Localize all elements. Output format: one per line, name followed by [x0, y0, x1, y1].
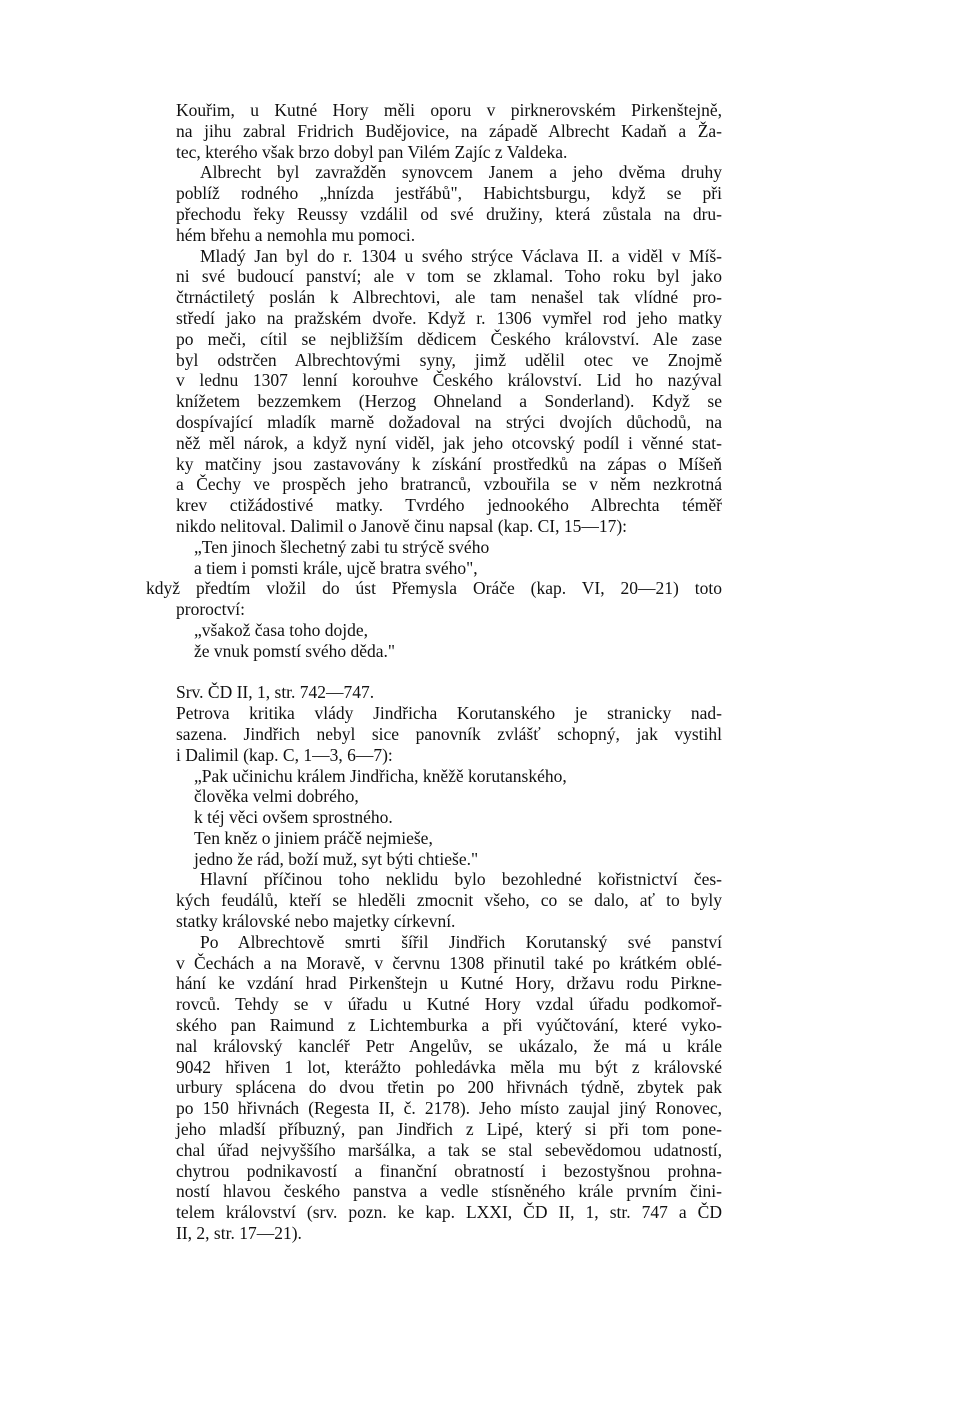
text-line: když předtím vložil do úst Přemysla Oráče (kap. VI, 20—21) toto	[146, 578, 722, 599]
text-line: chytrou podnikavostí a finanční obratností i bezostyšnou prohna-	[176, 1160, 722, 1181]
text-line: i Dalimil (kap. C, 1—3, 6—7):	[176, 744, 393, 765]
text-line: telem království (srv. pozn. ke kap. LXXI, ČD II, 1, str. 747 a ČD	[176, 1202, 722, 1223]
text-line: v lednu 1307 lenní korouhve Českého království. Lid ho nazýval	[176, 370, 722, 391]
text-line: čtrnáctiletý poslán k Albrechtovi, ale tam nenašel tak vlídné pro-	[176, 287, 722, 308]
text-line: sazena. Jindřich nebyl sice panovník zvlášť schopný, jak vystihl	[176, 723, 722, 744]
text-line: poblíž rodného „hnízda jestřábů", Habichtsburgu, když se při	[176, 183, 722, 204]
text-line: Hlavní příčinou toho neklidu bylo bezohledné kořistnictví čes-	[200, 869, 722, 890]
text-line: tec, kterého však brzo dobyl pan Vilém Zajíc z Valdeka.	[176, 141, 568, 162]
text-line: a tiem i pomsti krále, ujcě bratra svého",	[194, 557, 478, 578]
text-line: a Čechy ve prospěch jeho bratranců, vzbouřila se v něm nezkrotná	[176, 474, 722, 495]
text-line: k téj věci ovšem sprostného.	[194, 807, 393, 828]
text-line: Petrova kritika vlády Jindřicha Korutanského je stranicky nad-	[176, 703, 722, 724]
text-line: statky královské nebo majetky církevní.	[176, 911, 456, 932]
text-line: „Ten jinoch šlechetný zabi tu strýcě svého	[194, 536, 490, 557]
text-line: středí jako na pražském dvoře. Když r. 1306 vymřel rod jeho matky	[176, 307, 722, 328]
text-line: knížetem bezzemkem (Herzog Ohneland a Sonderland). Když se	[176, 391, 722, 412]
text-line: hání ke vzdání hrad Pirkenštejn u Kutné Hory, državu rodu Pirkne-	[176, 973, 722, 994]
text-line: hém břehu a nemohla mu pomoci.	[176, 224, 416, 245]
text-line: že vnuk pomstí svého děda."	[194, 640, 396, 661]
text-line: krev ctižádostivé matky. Tvrdého jednookého Albrechta téměř	[176, 495, 722, 516]
text-line: ni své budoucí panství; ale v tom se zklamal. Toho roku byl jako	[176, 266, 722, 287]
text-line: ského pan Raimund z Lichtemburka a při vyúčtování, které vyko-	[176, 1015, 722, 1036]
text-line: přechodu řeky Reussy vzdálil od své družiny, která zůstala na dru-	[176, 203, 722, 224]
text-line: ností hlavou českého panstva a vedle stísněného krále prvním čini-	[176, 1181, 722, 1202]
text-line: jedno že rád, boží muž, syt býti chtieše."	[194, 848, 479, 869]
text-line: chal úřad nejvyššího maršálka, a tak se stal sebevědomou udatností,	[176, 1139, 722, 1160]
text-line: jeho mladší příbuzný, pan Jindřich z Lipé, který si při tom pone-	[176, 1119, 722, 1140]
text-line: Srv. ČD II, 1, str. 742—747.	[176, 682, 375, 703]
text-line: ky matčiny jsou zastavovány k získání prostředků na zápas o Míšeň	[176, 453, 722, 474]
text-line: 9042 hřiven 1 lot, kterážto pohledávka měla mu být z královské	[176, 1056, 722, 1077]
text-line: v Čechách a na Moravě, v červnu 1308 přinutil také po krátkém oblé-	[176, 952, 722, 973]
page-text	[146, 100, 722, 1244]
text-line: člověka velmi dobrého,	[194, 786, 359, 807]
text-line: Mladý Jan byl do r. 1304 u svého strýce Václava II. a viděl v Míš-	[200, 245, 722, 266]
text-line: Ten kněz o jiniem práčě nejmieše,	[194, 827, 433, 848]
text-line: „Pak učinichu králem Jindřicha, kněžě korutanského,	[194, 765, 567, 786]
text-line: proroctví:	[176, 599, 246, 620]
text-line: nal královský kancléř Petr Angelův, se ukázalo, že má u krále	[176, 1035, 722, 1056]
blank-line	[176, 662, 722, 683]
text-line: rovců. Tehdy se v úřadu u Kutné Hory vzdal úřadu podkomoř-	[176, 994, 722, 1015]
text-line: po meči, cítil se nejbližším dědicem Českého království. Ale zase	[176, 328, 722, 349]
text-line: Kouřim, u Kutné Hory měli oporu v pirknerovském Pirkenštejně,	[176, 100, 722, 120]
text-line: byl odstrčen Albrechtovými syny, jimž udělil otec ve Znojmě	[176, 349, 722, 370]
text-line: po 150 hřivnách (Regesta II, č. 2178). Jeho místo zaujal jiný Ronovec,	[176, 1098, 722, 1119]
text-line: něž měl nárok, a když nyní viděl, jak jeho otcovský podíl i věnné stat-	[176, 432, 722, 453]
text-line: II, 2, str. 17—21).	[176, 1223, 302, 1244]
text-line: kých feudálů, kteří se hleděli zmocnit všeho, co se dalo, ať to byly	[176, 890, 722, 911]
text-line: dospívající mladík marně dožadoval na strýci dvojích důchodů, na	[176, 411, 722, 432]
text-line: nikdo nelitoval. Dalimil o Janově činu napsal (kap. CI, 15—17):	[176, 515, 628, 536]
text-line: Albrecht byl zavražděn synovcem Janem a jeho dvěma druhy	[200, 162, 722, 183]
text-line: na jihu zabral Fridrich Budějovice, na západě Albrecht Kadaň a Ža-	[176, 120, 722, 141]
text-line: urbury splácena do dvou třetin po 200 hřivnách týdně, zbytek pak	[176, 1077, 722, 1098]
text-line: „všakož časa toho dojde,	[194, 619, 368, 640]
text-line: Po Albrechtově smrti šířil Jindřich Korutanský své panství	[200, 931, 722, 952]
